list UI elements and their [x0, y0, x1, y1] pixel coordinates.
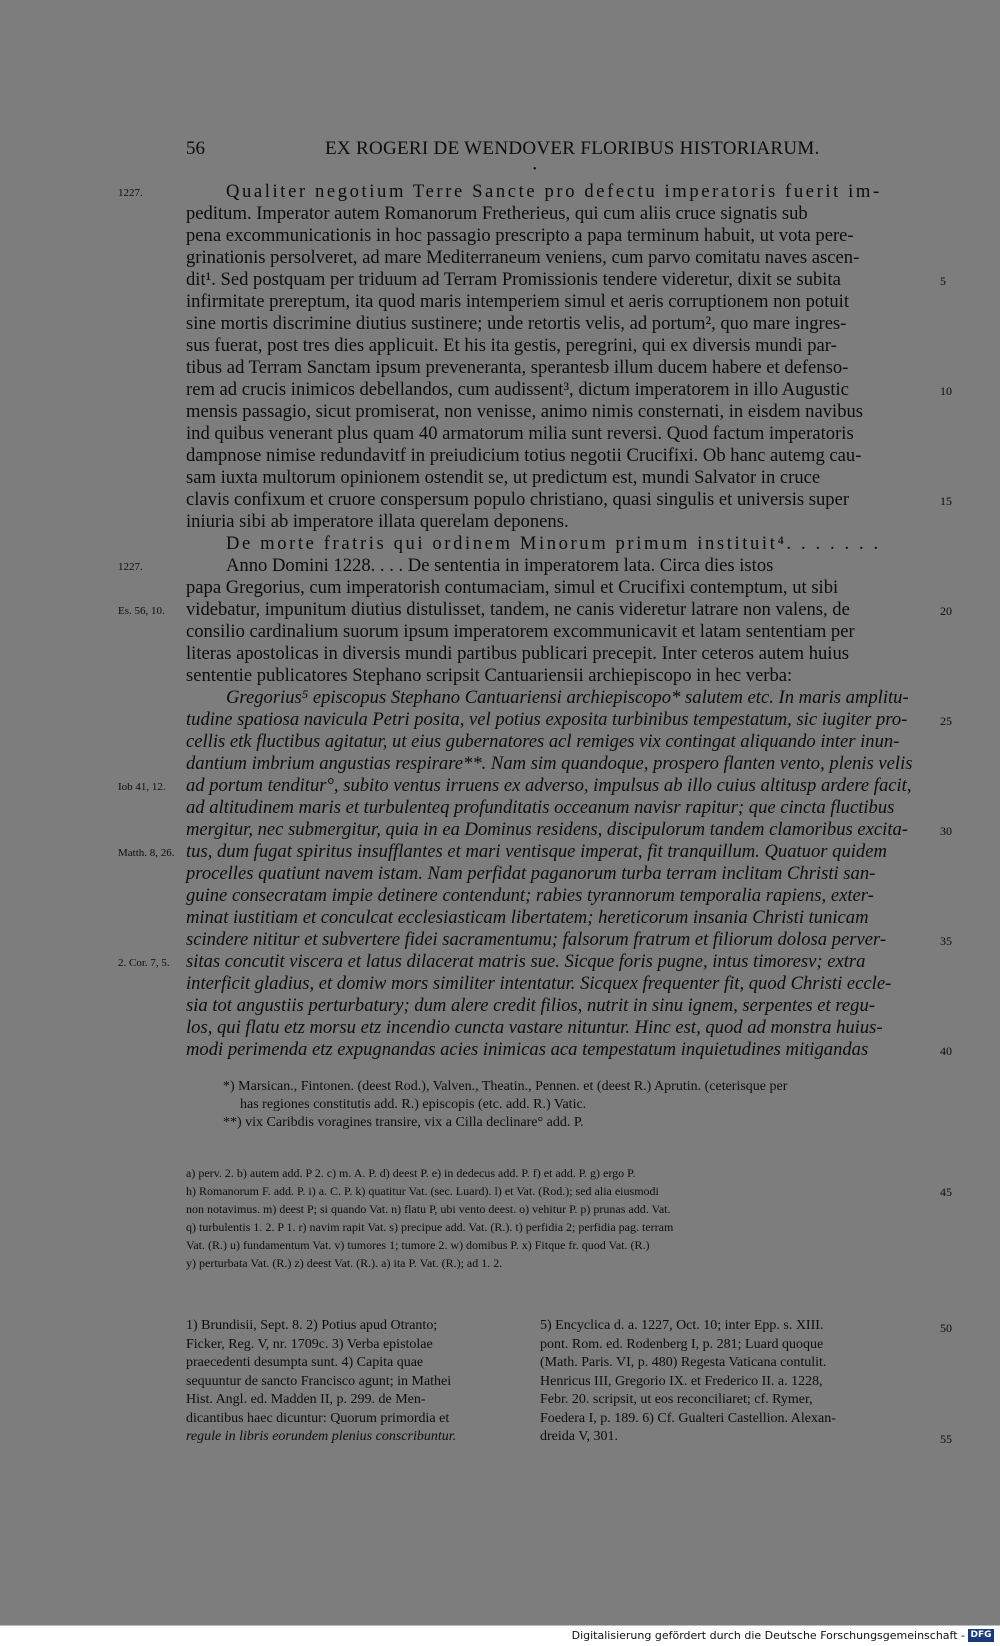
footnote: q) turbulentis 1. 2. P 1. r) navim rapit Vat. s) precipue add. Vat. (R.). t) perfidia 2; perfidia pag. terram: [186, 1220, 674, 1234]
ornament-dot: •: [533, 164, 537, 175]
note-line: regule in libris eorundem plenius conscribuntur.: [186, 1429, 457, 1444]
line-number: 55: [940, 1432, 952, 1446]
page-number: 56: [186, 138, 205, 159]
margin-reference: 2. Cor. 7, 5.: [118, 957, 170, 969]
text-line: rem ad crucis inimicos debellandos, cum audissent³, dictum imperatorem in illo Augustic: [186, 379, 849, 400]
note-line: (Math. Paris. VI, p. 480) Regesta Vaticana contulit.: [540, 1355, 827, 1370]
line-number: 25: [940, 714, 952, 728]
note-line: Febr. 20. scripsit, ut eos reconciliaret; cf. Rymer,: [540, 1392, 813, 1407]
text-line: tudine spatiosa navicula Petri posita, vel potius exposita turbinibus tempestatum, sic iugiter pro-: [186, 709, 908, 730]
text-line: iniuria sibi ab imperatore illata querelam deponens.: [186, 511, 569, 532]
text-line: consilio cardinalium suorum ipsum imperatorem excommunicavit et latam sententiam per: [186, 621, 855, 642]
text-line: grinationis persolveret, ad mare Mediterraneum veniens, cum parvo comitatu naves ascen-: [186, 247, 860, 268]
line-number: 50: [940, 1321, 952, 1335]
footnote: *) Marsican., Fintonen. (deest Rod.), Valven., Theatin., Pennen. et (deest R.) Aprutin. (ceterisque per: [223, 1079, 788, 1094]
text-line: cellis etk fluctibus agitatur, ut eius gubernatores acl remiges vix contingat aliquando inter inun-: [186, 731, 900, 752]
text-line: minat iustitiam et conculcat ecclesiasticam libertatem; hereticorum insania Christi tunicam: [186, 907, 869, 928]
text-line: Qualiter negotium Terre Sancte pro defectu imperatoris fuerit im-: [226, 181, 882, 202]
margin-reference: Matth. 8, 26.: [118, 847, 175, 859]
text-line: literas apostolicas in diversis mundi partibus publicari precepit. Inter ceteros autem huius: [186, 643, 849, 664]
note-line: Henricus III, Gregorio IX. et Frederico II. a. 1228,: [540, 1373, 823, 1389]
line-number: 20: [940, 604, 952, 618]
text-line: Anno Domini 1228. . . . De sententia in imperatorem lata. Circa dies istos: [226, 555, 774, 576]
text-line: modi perimenda etz expugnandas acies inimicas aca tempestatum inquietudines mitigandas: [186, 1039, 869, 1060]
text-line: procelles quatiunt navem istam. Nam perfidat paganorum turba terram inclitam Christi san-: [186, 863, 876, 884]
line-number: 35: [940, 934, 952, 948]
text-line: ind quibus venerant plus quam 40 armatorum milia sunt reversi. Quod factum imperatoris: [186, 423, 854, 444]
text-line: Gregorius⁵ episcopus Stephano Cantuariensi archiepiscopo* salutem etc. In maris amplitu-: [226, 687, 909, 708]
notes-left: [186, 1317, 456, 1447]
dfg-logo: DFG: [968, 1629, 994, 1642]
text-line: sam iuxta multorum opinionem ostendit se, ut predictum est, mundi Salvator in cruce: [186, 467, 821, 488]
line-number: 40: [940, 1044, 952, 1058]
note-line: pont. Rom. ed. Rodenberg I, p. 281; Luard quoque: [540, 1336, 824, 1352]
line-number: 10: [940, 384, 952, 398]
text-line: clavis confixum et cruore conspersum populo christiano, quasi singulis et universis super: [186, 489, 850, 510]
text-line: dit¹. Sed postquam per triduum ad Terram Promissionis tendere videretur, dixit se subita: [186, 269, 841, 290]
notes-right: [540, 1317, 836, 1447]
text-line: dantium imbrium angustias respirare**. Nam sim quandoque, prospero flanten vento, plenis velis: [186, 753, 913, 774]
line-number: 45: [940, 1185, 952, 1199]
margin-reference: 1227.: [118, 561, 143, 573]
footnote: h) Romanorum F. add. P. i) a. C. P. k) quatitur Vat. (sec. Luard). l) et Vat. (Rod.); sed alia eiusmodi: [186, 1184, 659, 1198]
footnote: y) perturbata Vat. (R.) z) deest Vat. (R.). a) ita P. Vat. (R.); ad 1. 2.: [186, 1256, 503, 1270]
note-line: dreida V, 301.: [540, 1429, 619, 1444]
note-line: sequuntur de sancto Francisco agunt; in Mathei: [186, 1373, 452, 1389]
line-number: 5: [940, 274, 946, 288]
note-line: 1) Brundisii, Sept. 8. 2) Potius apud Otranto;: [186, 1318, 438, 1333]
footnote: Vat. (R.) u) fundamentum Vat. v) tumores 1; tumore 2. w) domibus P. x) Fitque fr. quod Vat. (R.): [186, 1238, 650, 1252]
text-line: sine mortis discrimine diutius sustinere; unde retortis velis, ad portum², quo mare ingres-: [186, 313, 847, 334]
text-line: De morte fratris qui ordinem Minorum primum instituit⁴. . . . . . .: [226, 533, 881, 554]
text-line: peditum. Imperator autem Romanorum Fretherieus, qui cum aliis cruce signatis sub: [186, 203, 808, 224]
footnote: **) vix Caribdis voragines transire, vix a Cilla declinare° add. P.: [223, 1115, 584, 1130]
footer-bar: [0, 1625, 1000, 1646]
note-line: 5) Encyclica d. a. 1227, Oct. 10; inter Epp. s. XIII.: [540, 1318, 824, 1333]
text-line: videbatur, impunitum diutius distulisset, tandem, ne canis videretur latrare non valens, de: [186, 599, 850, 620]
note-line: Foedera I, p. 189. 6) Cf. Gualteri Castellion. Alexan-: [540, 1410, 836, 1426]
text-line: tus, dum fugat spiritus insufflantes et mari ventisque imperat, fit tranquillum. Quatuor quidem: [186, 841, 887, 862]
footnote: non notavimus. m) deest P; si quando Vat. n) flatu P, ubi vento deest. o) vehitur P. p) prunas add. Vat.: [186, 1202, 671, 1216]
text-line: scindere nititur et subvertere fidei sacramentumu; falsorum fratrum et filiorum dolosa perver-: [186, 929, 887, 950]
text-line: sitas concutit viscera et latus dilacerat matris sue. Sicque foris pugne, intus timoresv; extra: [186, 951, 866, 972]
footnote: a) perv. 2. b) autem add. P 2. c) m. A. P. d) deest P. e) in dedecus add. P. f) et add. P. g) ergo P.: [186, 1166, 636, 1180]
margin-reference: Iob 41, 12.: [118, 781, 166, 793]
footnote: has regiones constitutis add. R.) episcopis (etc. add. R.) Vatic.: [240, 1097, 587, 1112]
line-number: 30: [940, 824, 952, 838]
text-line: pena excommunicationis in hoc passagio prescripto a papa terminum habuit, ut vota pere-: [186, 225, 854, 246]
text-line: papa Gregorius, cum imperatorish contumaciam, simul et Crucifixi contemptum, ut sibi: [186, 577, 839, 598]
text-line: ad altitudinem maris et turbulenteq profunditatis occeanum navisr rapitur; que cincta fluctibus: [186, 797, 895, 818]
margin-reference: 1227.: [118, 187, 143, 199]
text-line: infirmitate prereptum, ita quod maris intemperiem simul et aeris corruptionem non potuit: [186, 291, 850, 312]
text-line: mensis passagio, sicut promiserat, non venisse, animo nimis consternati, in eisdem navibus: [186, 401, 864, 422]
note-line: dicantibus haec dicuntur: Quorum primordia et: [186, 1410, 450, 1426]
text-line: guine consecratam impie detinere contendunt; rabies tyrannorum temporalia rapiens, exter-: [186, 885, 874, 906]
text-line: sententie publicatores Stephano scripsit Cantuariensii archiepiscopo in hec verba:: [186, 665, 793, 686]
text-line: mergitur, nec submergitur, quia in ea Dominus residens, discipulorum tandem clamoribus excita-: [186, 819, 908, 840]
text-line: dampnose nimise redundavitf in preiudicium totius negotii Crucifixi. Ob hanc autemg cau-: [186, 445, 862, 466]
running-title: EX ROGERI DE WENDOVER FLORIBUS HISTORIARUM.: [325, 138, 820, 159]
text-line: sia tot angustiis perturbatury; dum alere credit filios, nutrit in sinu ignem, serpentes et regu-: [186, 995, 875, 1016]
note-line: praecedenti desumpta sunt. 4) Capita quae: [186, 1355, 424, 1370]
note-line: Ficker, Reg. V, nr. 1709c. 3) Verba epistolae: [186, 1336, 433, 1352]
text-line: interficit gladius, et domiw mors similiter intentatur. Sicquex frequenter fit, quod Christi eccle-: [186, 973, 892, 994]
text-line: sus fuerat, post tres dies applicuit. Et his ita gestis, peregrini, qui ex diversis mundi par-: [186, 335, 837, 356]
margin-reference: Es. 56, 10.: [118, 605, 165, 617]
text-line: tibus ad Terram Sanctam ipsum preveneranta, sperantesb illum ducem habere et defenso-: [186, 357, 849, 378]
note-line: Hist. Angl. ed. Madden II, p. 299. de Men-: [186, 1392, 426, 1407]
line-number: 15: [940, 494, 952, 508]
footer-credit: Digitalisierung gefördert durch die Deutsche Forschungsgemeinschaft -: [571, 1629, 965, 1642]
text-line: los, qui flatu etz morsu etz incendio cuncta vastare nituntur. Hinc est, quod ad monstra huius-: [186, 1017, 883, 1038]
text-line: ad portum tenditur°, subito ventus irruens ex adverso, impulsus ab illo cuius altitusp ardere facit,: [186, 775, 912, 796]
